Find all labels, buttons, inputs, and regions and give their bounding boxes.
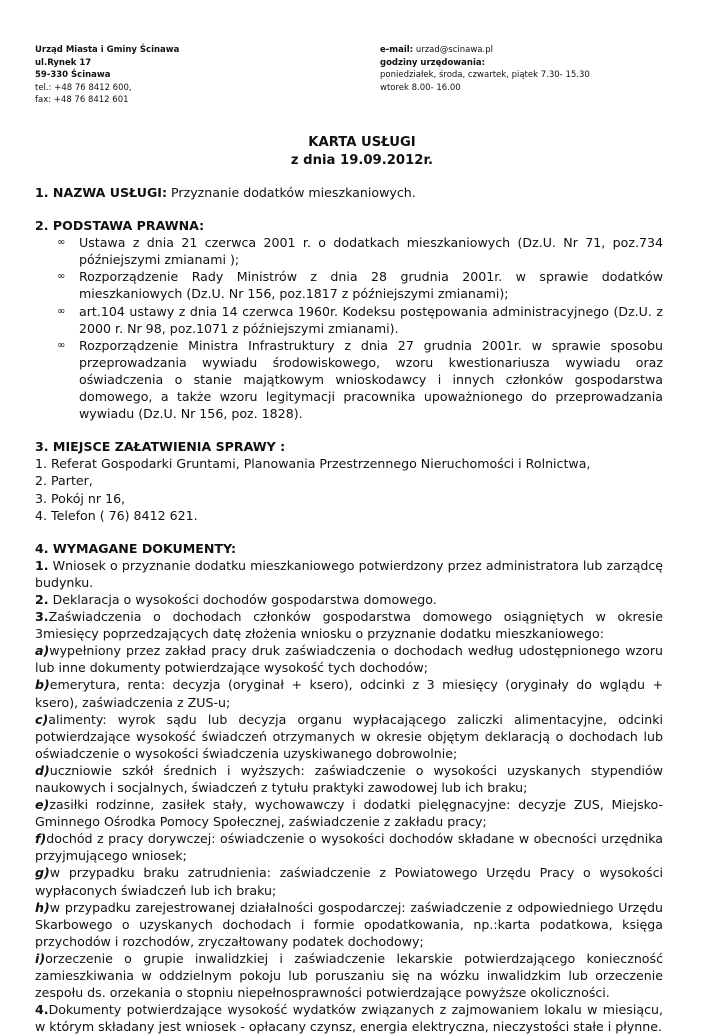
hours-line-2: wtorek 8.00- 16.00 [380, 82, 461, 93]
office-street: ul.Rynek 17 [35, 57, 92, 68]
doc-item-4: 4.Dokumenty potwierdzające wysokość wydatków związanych z zajmowaniem lokalu w miesiącu, w którym składany jest wniosek - opłacany czynsz, energia elektryczna, nieczystości stałe i płynne. [35, 1002, 663, 1035]
doc-subitem-a: a)wypełniony przez zakład pracy druk zaświadczenia o dochodach według udostępnionego wzoru lub inne dokumenty potwierdzające wysokość tych dochodów; [35, 643, 663, 676]
doc-subitem-f: f)dochód z pracy dorywczej: oświadczenie o wysokości dochodów składane w obecności urzędnika przyjmującego wniosek; [35, 831, 663, 864]
section-3-heading: 3. MIEJSCE ZAŁATWIENIA SPRAWY : [35, 439, 286, 455]
document-body [35, 184, 663, 1035]
section-1-heading: 1. NAZWA USŁUGI: [35, 185, 168, 200]
infinity-bullet-icon: ∞ [57, 237, 66, 249]
section-1-text: Przyznanie dodatków mieszkaniowych. [171, 185, 416, 200]
list-item: ∞ Ustawa z dnia 21 czerwca 2001 r. o dodatkach mieszkaniowych (Dz.U. Nr 71, poz.734 późniejszymi zmianami ); [57, 235, 663, 268]
doc-subitem-e: e)zasiłki rodzinne, zasiłek stały, wychowawczy i dodatki pielęgnacyjne: decyzje ZUS, Miejsko-Gminnego Ośrodka Pomocy Społecznej, zaświadczenie z zakładu pracy; [35, 797, 663, 830]
doc-subitem-d: d)uczniowie szkół średnich i wyższych: zaświadczenie o wysokości uzyskanych stypendiów naukowych i socjalnych, świadczeń z tytułu praktyki zawodowej lub ich braku; [35, 762, 663, 795]
doc-subitem-h: h)w przypadku zarejestrowanej działalności gospodarczej: zaświadczenie z odpowiedniego Urzędu Skarbowego o uzyskanych dochodach i formie opodatkowania, np.:karta podatkowa, księga przychodów i rozchodów, zryczałtowany podatek dochodowy; [35, 899, 663, 949]
email-value: urzad@scinawa.pl [415, 45, 493, 55]
infinity-bullet-icon: ∞ [57, 305, 66, 317]
section-1 [35, 184, 663, 201]
hours-label: godziny urzędowania: [380, 57, 485, 68]
section-2-heading: 2. PODSTAWA PRAWNA: [35, 218, 205, 234]
doc-subitem-i: i)orzeczenie o grupie inwalidzkiej i zaświadczenie lekarskie potwierdzającego konieczność zamieszkiwania w oddzielnym pokoju lub poruszaniu się na wózku inwalidzkim lub orzeczenie zespołu ds. orzekania o stopniu niepełnosprawności potwierdzające powyższe okoliczności. [35, 950, 663, 1001]
place-line-2: 2. Parter, [35, 473, 93, 489]
office-city: 59-330 Ścinawa [35, 70, 111, 80]
doc-subitem-b: b)emerytura, renta: decyzja (oryginał + ksero), odcinki z 3 miesięcy (oryginały do wglądu + ksero), zaświadczenia z ZUS-u; [35, 677, 663, 710]
office-address-block [35, 44, 335, 107]
doc-item-3: 3.Zaświadczenia o dochodach członków gospodarstwa domowego osiągniętych w okresie 3miesięcy poprzedzających datę złożenia wniosku o przyznanie dodatku mieszkaniowego: [35, 609, 663, 642]
office-phone: tel.: +48 76 8412 600, [35, 82, 132, 93]
infinity-bullet-icon: ∞ [57, 339, 66, 351]
place-line-1: 1. Referat Gospodarki Gruntami, Planowania Przestrzennego Nieruchomości i Rolnictwa, [35, 456, 591, 472]
list-item: ∞ Rozporządzenie Rady Ministrów z dnia 28 grudnia 2001r. w sprawie dodatków mieszkaniowych (Dz.U. Nr 156, poz.1817 z późniejszymi zmianami); [57, 269, 663, 302]
doc-subitem-c: c)alimenty: wyrok sądu lub decyzja organu wypłacającego zaliczki alimentacyjne, odcinki potwierdzające wysokość świadczeń otrzymanych w okresie objętym deklaracją o dochodach lub oświadczenie o wysokości świadczenia uzyskiwanego dobrowolnie; [35, 711, 663, 761]
doc-subitem-g: g)w przypadku braku zatrudnienia: zaświadczenie z Powiatowego Urzędu Pracy o wysokości wypłaconych świadczeń lub ich braku; [35, 865, 663, 898]
place-line-4: 4. Telefon ( 76) 8412 621. [35, 507, 198, 523]
doc-item-1: 1. Wniosek o przyznanie dodatku mieszkaniowego potwierdzony przez administratora lub zarządcę budynku. [35, 557, 663, 590]
list-item: ∞ Rozporządzenie Ministra Infrastruktury z dnia 27 grudnia 2001r. w sprawie sposobu przeprowadzania wywiadu środowiskowego, wzoru kwestionariusza wywiadu oraz oświadczenia o stanie majątkowym wnioskodawcy i innych członków gospodarstwa domowego, a także wzoru legitymacji pracownika upoważnionego do przeprowadzania wywiadu (Dz.U. Nr 156, poz. 1828). [57, 337, 663, 422]
legal-basis-list [35, 234, 663, 422]
email-line [380, 44, 700, 57]
email-label: e-mail: [380, 45, 414, 55]
title-line-2: z dnia 19.09.2012r. [290, 153, 434, 168]
doc-item-2: 2. Deklaracja o wysokości dochodów gospodarstwa domowego. [35, 591, 437, 607]
place-line-3: 3. Pokój nr 16, [35, 490, 126, 506]
infinity-bullet-icon: ∞ [57, 271, 66, 283]
section-4-heading: 4. WYMAGANE DOKUMENTY: [35, 540, 237, 556]
office-name: Urząd Miasta i Gminy Ścinawa [35, 45, 180, 55]
office-fax: fax: +48 76 8412 601 [35, 95, 129, 105]
title-line-1: KARTA USŁUGI [308, 135, 416, 150]
list-item: ∞ art.104 ustawy z dnia 14 czerwca 1960r. Kodeksu postępowania administracyjnego (Dz.U. z 2000 r. Nr 98, poz.1071 z późniejszymi zmianami). [57, 303, 663, 336]
office-contact-block [380, 44, 700, 94]
hours-line-1: poniedziałek, środa, czwartek, piątek 7.30- 15.30 [380, 70, 590, 80]
document-title [0, 134, 724, 170]
